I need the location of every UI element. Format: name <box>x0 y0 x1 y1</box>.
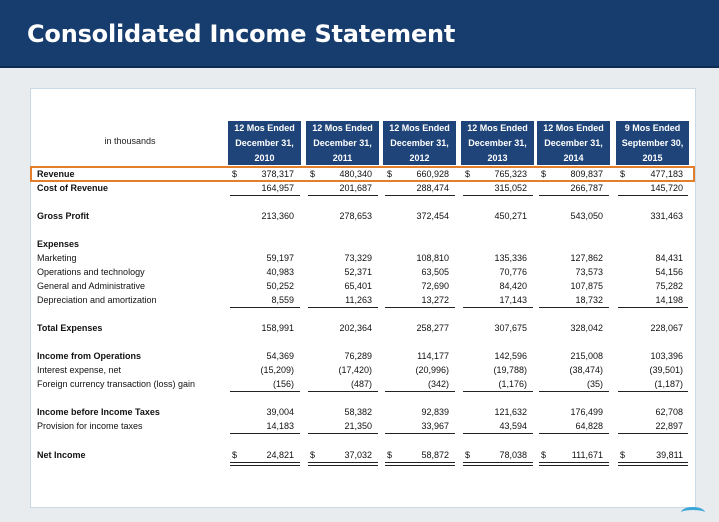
value-cell: 107,875 <box>570 281 603 291</box>
value-cell: 145,720 <box>650 183 683 193</box>
dollar-sign: $ <box>465 169 471 179</box>
value-cell: 121,632 <box>494 407 527 417</box>
column-header-line: 12 Mos Ended <box>543 123 604 133</box>
value-cell: 21,350 <box>344 421 372 431</box>
value-cell: 127,862 <box>570 253 603 263</box>
table-row <box>0 351 719 365</box>
subtotal-underline <box>308 433 378 434</box>
total-double-underline <box>230 462 300 466</box>
column-header-line: 12 Mos Ended <box>234 123 295 133</box>
row-label: Interest expense, net <box>37 365 122 375</box>
subtotal-underline <box>385 307 455 308</box>
table-row <box>0 323 719 337</box>
total-double-underline <box>463 462 533 466</box>
row-label: Foreign currency transaction (loss) gain <box>37 379 196 389</box>
column-header-line: December 31, <box>544 138 603 148</box>
value-cell: 39,004 <box>266 407 294 417</box>
column-header-line: 12 Mos Ended <box>467 123 528 133</box>
column-header <box>228 121 301 165</box>
subtotal-underline <box>308 195 378 196</box>
column-header <box>306 121 379 165</box>
value-cell: (19,788) <box>493 365 527 375</box>
table-row <box>0 239 719 253</box>
value-cell: 8,559 <box>271 295 294 305</box>
dollar-sign: $ <box>620 169 626 179</box>
value-cell: 73,573 <box>575 267 603 277</box>
page-title: Consolidated Income Statement <box>27 20 456 48</box>
subtotal-underline <box>385 391 455 392</box>
value-cell: 372,454 <box>416 211 449 221</box>
column-header-line: December 31, <box>390 138 449 148</box>
column-header-line: 2010 <box>254 153 275 163</box>
column-header-line: December 31, <box>313 138 372 148</box>
value-cell: 22,897 <box>655 421 683 431</box>
value-cell: 73,329 <box>344 253 372 263</box>
value-cell: 59,197 <box>266 253 294 263</box>
value-cell: (38,474) <box>569 365 603 375</box>
value-cell: 24,821 <box>266 450 294 460</box>
value-cell: 43,594 <box>499 421 527 431</box>
subtotal-underline <box>618 433 688 434</box>
value-cell: 17,143 <box>499 295 527 305</box>
subtotal-underline <box>539 307 609 308</box>
value-cell: 108,810 <box>416 253 449 263</box>
value-cell: 13,272 <box>421 295 449 305</box>
value-cell: 765,323 <box>494 169 527 179</box>
value-cell: 33,967 <box>421 421 449 431</box>
value-cell: 58,382 <box>344 407 372 417</box>
subtotal-underline <box>463 195 533 196</box>
value-cell: (342) <box>427 379 449 389</box>
dollar-sign: $ <box>232 169 238 179</box>
table-row <box>0 253 719 267</box>
value-cell: 64,828 <box>575 421 603 431</box>
subtotal-underline <box>230 195 300 196</box>
total-double-underline <box>308 462 378 466</box>
row-label: Provision for income taxes <box>37 421 143 431</box>
row-label: Total Expenses <box>37 323 103 333</box>
subtotal-underline <box>463 307 533 308</box>
value-cell: 215,008 <box>570 351 603 361</box>
subtotal-underline <box>385 195 455 196</box>
value-cell: (35) <box>586 379 603 389</box>
subtotal-underline <box>230 433 300 434</box>
value-cell: 477,183 <box>650 169 683 179</box>
dollar-sign: $ <box>310 450 316 460</box>
dollar-sign: $ <box>465 450 471 460</box>
value-cell: 58,872 <box>421 450 449 460</box>
subtotal-underline <box>618 307 688 308</box>
subtotal-underline <box>463 433 533 434</box>
value-cell: 39,811 <box>656 450 683 460</box>
table-row <box>0 407 719 421</box>
subtotal-underline <box>539 195 609 196</box>
dollar-sign: $ <box>541 450 547 460</box>
subtotal-underline <box>385 433 455 434</box>
dollar-sign: $ <box>310 169 316 179</box>
row-label: Cost of Revenue <box>37 183 109 193</box>
value-cell: 278,653 <box>339 211 372 221</box>
total-double-underline <box>385 462 455 466</box>
row-label: Gross Profit <box>37 211 90 221</box>
value-cell: 72,690 <box>421 281 449 291</box>
value-cell: 307,675 <box>494 323 527 333</box>
value-cell: 70,776 <box>499 267 527 277</box>
column-header <box>383 121 456 165</box>
value-cell: 11,263 <box>345 295 372 305</box>
value-cell: 213,360 <box>261 211 294 221</box>
value-cell: 266,787 <box>570 183 603 193</box>
total-double-underline <box>539 462 609 466</box>
row-label: Net Income <box>37 450 86 460</box>
value-cell: (17,420) <box>338 365 372 375</box>
value-cell: 78,038 <box>499 450 527 460</box>
value-cell: 158,991 <box>261 323 294 333</box>
subtotal-underline <box>230 391 300 392</box>
column-header-line: 9 Mos Ended <box>624 123 681 133</box>
value-cell: 65,401 <box>344 281 372 291</box>
total-double-underline <box>618 462 688 466</box>
value-cell: 40,983 <box>266 267 294 277</box>
value-cell: 62,708 <box>655 407 683 417</box>
value-cell: 164,957 <box>261 183 294 193</box>
column-header-line: 2012 <box>409 153 430 163</box>
column-header <box>616 121 689 165</box>
value-cell: (15,209) <box>260 365 294 375</box>
column-header-line: 2011 <box>332 153 353 163</box>
value-cell: 331,463 <box>650 211 683 221</box>
value-cell: 63,505 <box>421 267 449 277</box>
table-row <box>0 365 719 379</box>
value-cell: 14,183 <box>266 421 294 431</box>
value-cell: (1,187) <box>654 379 683 389</box>
value-cell: 75,282 <box>655 281 683 291</box>
column-header-line: December 31, <box>468 138 527 148</box>
row-label: Income before Income Taxes <box>37 407 160 417</box>
value-cell: 543,050 <box>570 211 603 221</box>
subtotal-underline <box>463 391 533 392</box>
row-label: Revenue <box>37 169 75 179</box>
column-header-line: 2013 <box>487 153 508 163</box>
value-cell: (156) <box>272 379 294 389</box>
value-cell: 660,928 <box>416 169 449 179</box>
value-cell: 92,839 <box>421 407 449 417</box>
subtotal-underline <box>308 391 378 392</box>
column-header <box>537 121 610 165</box>
subtotal-underline <box>539 391 609 392</box>
value-cell: (1,176) <box>498 379 527 389</box>
value-cell: 111,671 <box>571 450 603 460</box>
value-cell: 809,837 <box>570 169 603 179</box>
table-row <box>0 211 719 225</box>
revenue-highlight-box <box>30 166 695 182</box>
value-cell: 114,177 <box>417 351 449 361</box>
value-cell: (39,501) <box>649 365 683 375</box>
value-cell: 378,317 <box>261 169 294 179</box>
value-cell: 450,271 <box>494 211 527 221</box>
dollar-sign: $ <box>620 450 626 460</box>
logo-icon <box>681 507 705 518</box>
row-label: Expenses <box>37 239 80 249</box>
row-label: Depreciation and amortization <box>37 295 157 305</box>
value-cell: 50,252 <box>266 281 294 291</box>
row-label: Operations and technology <box>37 267 145 277</box>
subtotal-underline <box>618 391 688 392</box>
value-cell: 103,396 <box>650 351 683 361</box>
column-header-line: 2014 <box>563 153 584 163</box>
row-label: Income from Operations <box>37 351 142 361</box>
value-cell: 202,364 <box>339 323 372 333</box>
subtotal-underline <box>230 307 300 308</box>
value-cell: (487) <box>350 379 372 389</box>
value-cell: (20,996) <box>415 365 449 375</box>
column-header-line: 12 Mos Ended <box>312 123 373 133</box>
value-cell: 480,340 <box>339 169 372 179</box>
value-cell: 84,420 <box>499 281 527 291</box>
column-header <box>461 121 534 165</box>
value-cell: 201,687 <box>339 183 372 193</box>
value-cell: 76,289 <box>344 351 372 361</box>
table-row <box>0 281 719 295</box>
units-label: in thousands <box>104 136 156 146</box>
title-bar <box>0 0 719 68</box>
value-cell: 328,042 <box>570 323 603 333</box>
value-cell: 14,198 <box>655 295 683 305</box>
value-cell: 228,067 <box>650 323 683 333</box>
table-row <box>0 267 719 281</box>
subtotal-underline <box>308 307 378 308</box>
value-cell: 258,277 <box>416 323 449 333</box>
value-cell: 142,596 <box>494 351 527 361</box>
subtotal-underline <box>618 195 688 196</box>
column-header-line: September 30, <box>621 138 684 148</box>
dollar-sign: $ <box>387 450 393 460</box>
column-header-line: 2015 <box>642 153 663 163</box>
dollar-sign: $ <box>232 450 238 460</box>
value-cell: 176,499 <box>570 407 603 417</box>
column-header-line: December 31, <box>235 138 294 148</box>
row-label: General and Administrative <box>37 281 146 291</box>
value-cell: 54,156 <box>655 267 683 277</box>
value-cell: 84,431 <box>655 253 683 263</box>
value-cell: 52,371 <box>344 267 372 277</box>
dollar-sign: $ <box>541 169 547 179</box>
dollar-sign: $ <box>387 169 393 179</box>
value-cell: 135,336 <box>494 253 527 263</box>
row-label: Marketing <box>37 253 77 263</box>
value-cell: 315,052 <box>494 183 527 193</box>
value-cell: 18,732 <box>575 295 603 305</box>
value-cell: 288,474 <box>416 183 449 193</box>
subtotal-underline <box>539 433 609 434</box>
value-cell: 37,032 <box>344 450 372 460</box>
column-header-line: 12 Mos Ended <box>389 123 450 133</box>
value-cell: 54,369 <box>266 351 294 361</box>
